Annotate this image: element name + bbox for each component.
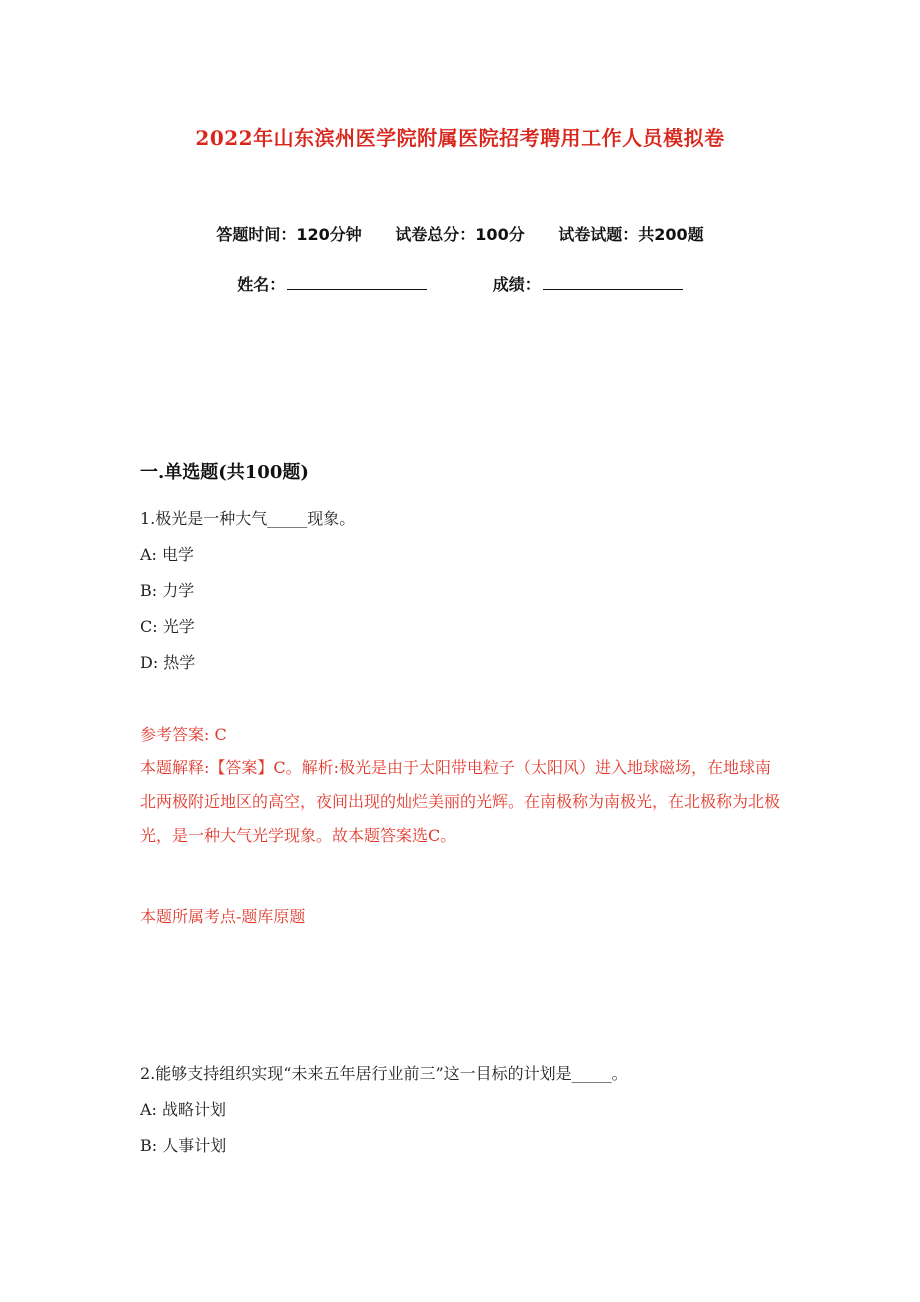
document-title: 2022年山东滨州医学院附属医院招考聘用工作人员模拟卷 <box>195 126 725 150</box>
score-blank <box>543 275 683 290</box>
option-c: C: 光学 <box>140 617 195 636</box>
question-stem: 1.极光是一种大气_____现象。 <box>140 509 356 528</box>
exam-meta <box>0 222 920 245</box>
option-d: D: 热学 <box>140 653 196 672</box>
candidate-info <box>0 272 920 295</box>
exam-question-count: 试卷试题：共200题 <box>558 225 704 244</box>
option-a: A: 战略计划 <box>140 1100 227 1119</box>
exam-total-score: 试卷总分：100分 <box>395 225 525 244</box>
score-field <box>493 272 683 295</box>
source-text: 本题所属考点-题库原题 <box>140 907 306 926</box>
score-label: 成绩： <box>492 275 541 294</box>
name-label: 姓名： <box>237 275 286 294</box>
option-b: B: 力学 <box>140 581 195 600</box>
answer-text: 参考答案: C <box>140 725 227 744</box>
option-a: A: 电学 <box>140 545 195 564</box>
section-title: 一.单选题(共100题) <box>140 462 309 483</box>
name-field <box>237 272 427 295</box>
exam-time: 答题时间：120分钟 <box>216 225 362 244</box>
question-stem: 2.能够支持组织实现“未来五年居行业前三”这一目标的计划是_____。 <box>140 1064 628 1083</box>
name-blank <box>287 275 427 290</box>
explanation-text: 本题解释:【答案】C。解析:极光是由于太阳带电粒子（太阳风）进入地球磁场，在地球南北两极附近地区的高空，夜间出现的灿烂美丽的光辉。在南极称为南极光，在北极称为北极光，是一种大气光学现象。故本题答案选C。 <box>140 758 781 845</box>
option-b: B: 人事计划 <box>140 1136 227 1155</box>
